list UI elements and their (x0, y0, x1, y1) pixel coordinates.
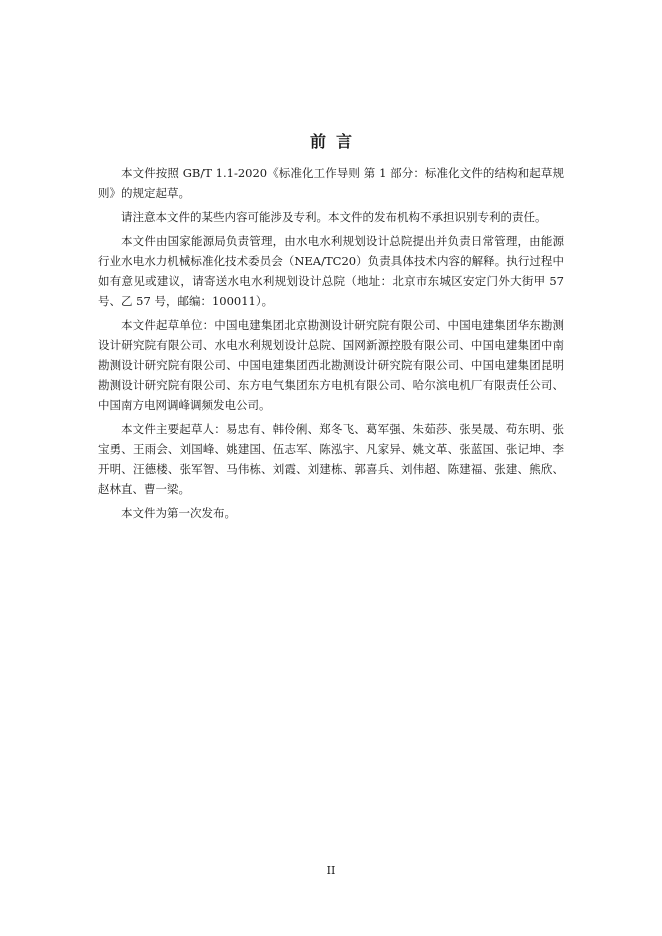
paragraph-drafting-units: 本文件起草单位：中国电建集团北京勘测设计研究院有限公司、中国电建集团华东勘测设计研究院有限公司、水电水利规划设计总院、国网新源控股有限公司、中国电建集团中南勘测设计研究院有限公司、中国电建集团西北勘测设计研究院有限公司、中国电建集团昆明勘测设计研究院有限公司、东方电气集团东方电机有限公司、哈尔滨电机厂有限责任公司、中国南方电网调峰调频发电公司。 (98, 318, 564, 412)
page-title: 前言 (309, 132, 362, 151)
paragraph-patent-notice: 请注意本文件的某些内容可能涉及专利。本文件的发布机构不承担识别专利的责任。 (121, 210, 547, 224)
document-body (98, 163, 564, 527)
page-number: II (326, 864, 336, 877)
paragraph-drafters: 本文件主要起草人：易忠有、韩伶俐、郑冬飞、葛军强、朱茹莎、张昊晟、苟东明、张宝勇、王雨会、刘国峰、姚建国、伍志军、陈泓宇、凡家异、姚文革、张蓝国、张记坤、李开明、汪德楼、张军智、马伟栋、刘霞、刘建栋、郭喜兵、刘伟超、陈建福、张建、熊欣、赵林直、曹一梁。 (98, 422, 564, 496)
paragraph-management: 本文件由国家能源局负责管理，由水电水利规划设计总院提出并负责日常管理，由能源行业水电水力机械标准化技术委员会（NEA/TC20）负责具体技术内容的解释。执行过程中如有意见或建议，请寄送水电水利规划设计总院（地址：北京市东城区安定门外大街甲 57 号、乙 57 号，邮编：100011）。 (98, 234, 564, 308)
paragraph-drafting-rules: 本文件按照 GB/T 1.1-2020《标准化工作导则 第 1 部分：标准化文件的结构和起草规则》的规定起草。 (98, 166, 564, 200)
paragraph-first-release: 本文件为第一次发布。 (121, 506, 236, 520)
